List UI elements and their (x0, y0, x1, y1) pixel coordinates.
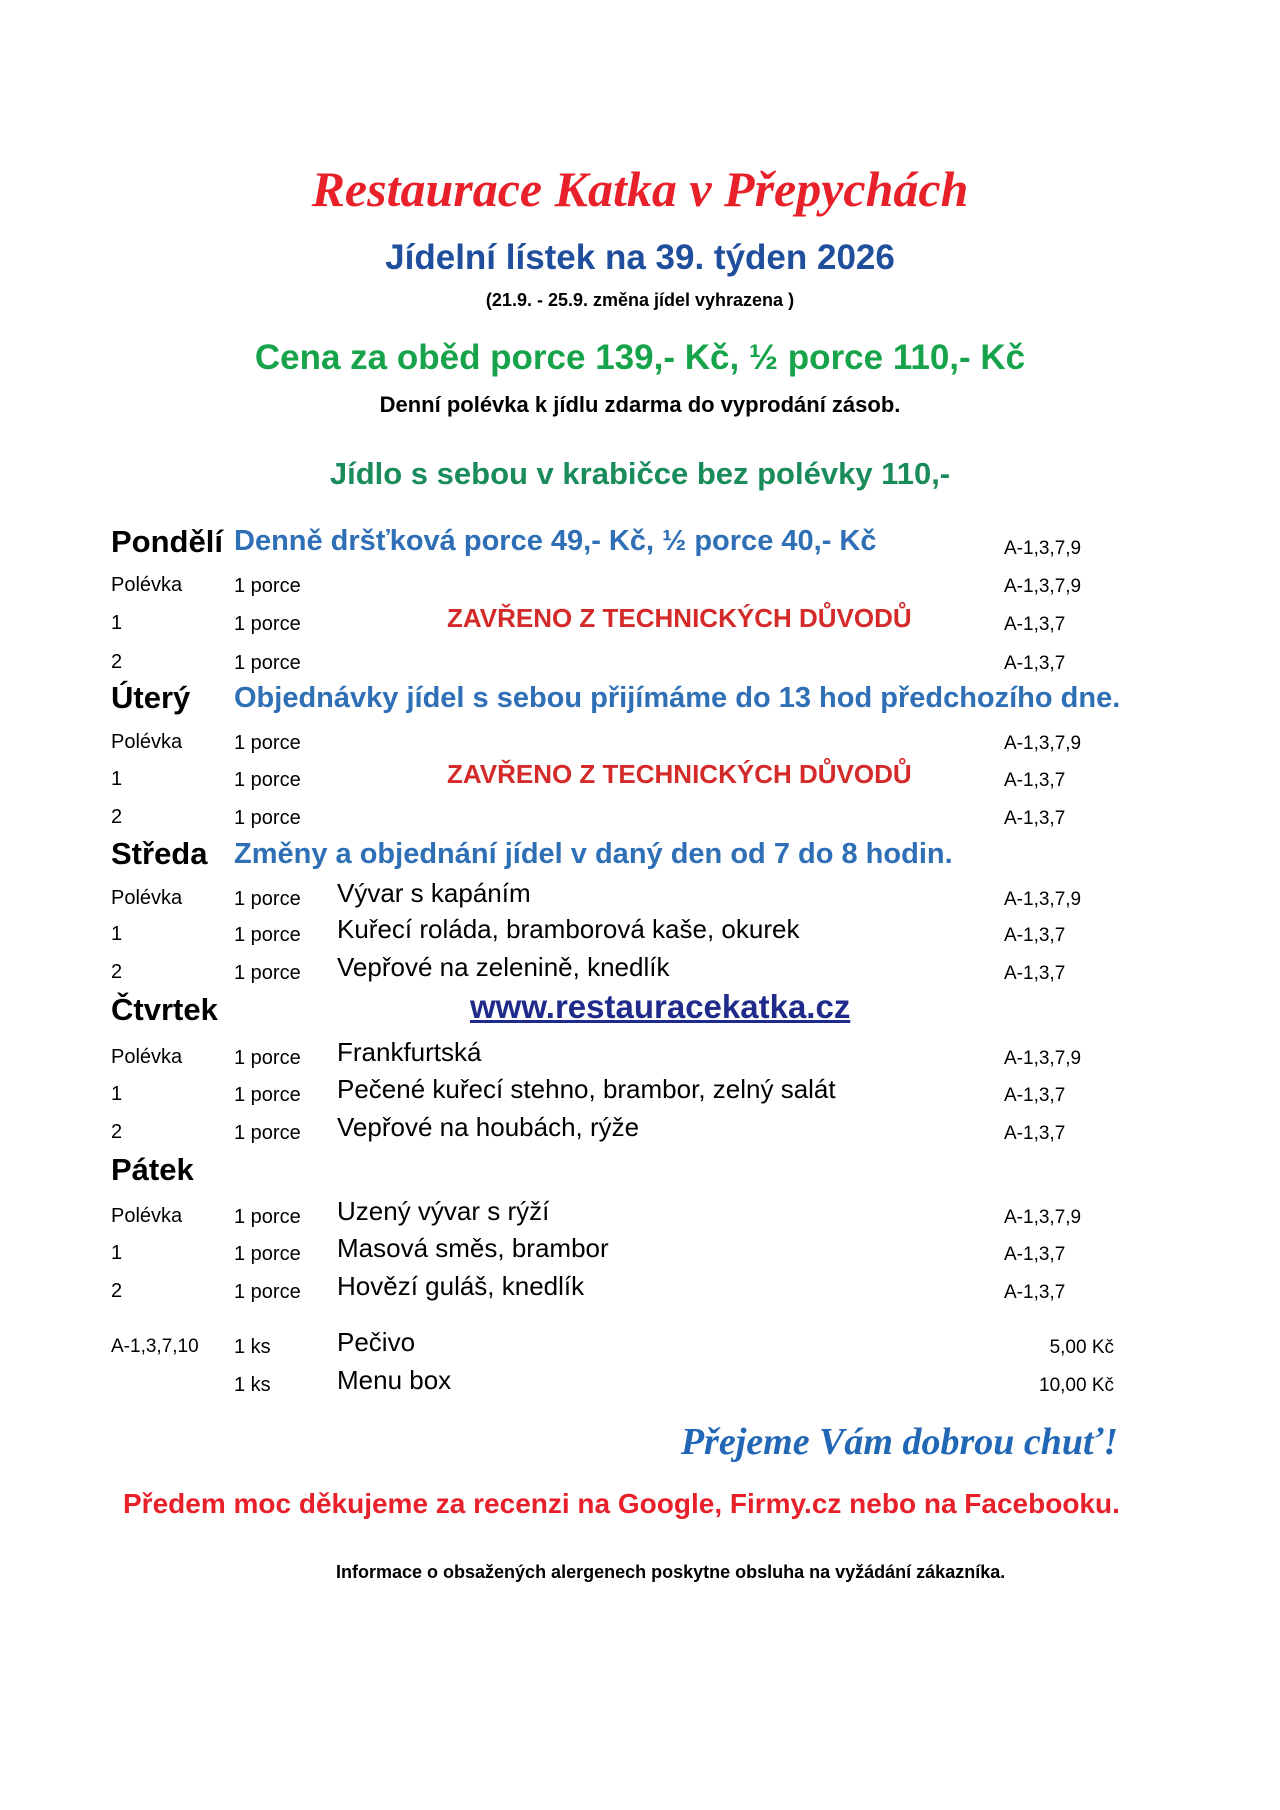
extra-price: 10,00 Kč (1039, 1375, 1114, 1396)
monday-note: Denně dršťková porce 49,- Kč, ½ porce 40,- Kč (234, 525, 877, 557)
item-label: 1 (111, 1242, 123, 1264)
allergen-info: Informace o obsažených alergenech poskytne obsluha na vyžádání zákazníka. (336, 1562, 1006, 1582)
item-allergens: A-1,3,7 (1004, 1244, 1066, 1265)
item-allergens: A-1,3,7 (1004, 808, 1066, 829)
item-allergens: A-1,3,7 (1004, 614, 1066, 635)
item-portion: 1 porce (234, 575, 301, 597)
bon-appetit-wish: Přejeme Vám dobrou chuť! (680, 1421, 1118, 1463)
day-tuesday: Úterý (111, 680, 191, 715)
item-allergens: A-1,3,7,9 (1004, 1207, 1082, 1228)
item-label: 1 (111, 1083, 123, 1105)
review-thanks: Předem moc děkujeme za recenzi na Google, Firmy.cz nebo na Facebooku. (123, 1488, 1120, 1519)
item-label: Polévka (111, 887, 183, 909)
extra-qty: 1 ks (234, 1374, 271, 1396)
item-dish: Masová směs, brambor (337, 1233, 609, 1263)
item-label: Polévka (111, 1205, 183, 1227)
monday-note-allergens: A-1,3,7,9 (1004, 538, 1082, 559)
item-dish: Vepřové na zelenině, knedlík (337, 952, 670, 982)
item-dish: Frankfurtská (337, 1037, 482, 1067)
extra-qty: 1 ks (234, 1336, 271, 1358)
website-link[interactable]: www.restauracekatka.cz (470, 988, 851, 1025)
menu-subtitle: Jídelní lístek na 39. týden 2026 (385, 238, 895, 277)
item-portion: 1 porce (234, 807, 301, 829)
item-portion: 1 porce (234, 924, 301, 946)
item-portion: 1 porce (234, 888, 301, 910)
item-portion: 1 porce (234, 962, 301, 984)
item-label: 2 (111, 1121, 123, 1143)
item-allergens: A-1,3,7 (1004, 925, 1066, 946)
lunch-price: Cena za oběd porce 139,- Kč, ½ porce 110,- Kč (254, 338, 1026, 377)
item-portion: 1 porce (234, 769, 301, 791)
day-thursday: Čtvrtek (111, 992, 218, 1027)
extra-allergens: A-1,3,7,10 (111, 1336, 199, 1357)
day-friday: Pátek (111, 1152, 194, 1187)
item-dish: Vývar s kapáním (337, 878, 531, 908)
item-portion: 1 porce (234, 1122, 301, 1144)
wednesday-note: Změny a objednání jídel v daný den od 7 do 8 hodin. (234, 838, 953, 870)
extra-price: 5,00 Kč (1049, 1337, 1114, 1358)
tuesday-note: Objednávky jídel s sebou přijímáme do 13 hod předchozího dne. (234, 682, 1121, 714)
item-portion: 1 porce (234, 1243, 301, 1265)
item-portion: 1 porce (234, 613, 301, 635)
item-portion: 1 porce (234, 1281, 301, 1303)
item-label: 2 (111, 806, 123, 828)
item-label: 2 (111, 961, 123, 983)
item-allergens: A-1,3,7 (1004, 963, 1066, 984)
item-allergens: A-1,3,7 (1004, 770, 1066, 791)
item-label: 1 (111, 923, 123, 945)
monday-closed-notice: ZAVŘENO Z TECHNICKÝCH DŮVODŮ (447, 603, 912, 633)
item-allergens: A-1,3,7,9 (1004, 889, 1082, 910)
item-dish: Uzený vývar s rýží (337, 1196, 550, 1226)
extra-name: Menu box (337, 1365, 452, 1395)
item-dish: Vepřové na houbách, rýže (337, 1112, 640, 1142)
item-label: Polévka (111, 1046, 183, 1068)
item-label: 2 (111, 651, 123, 673)
day-monday: Pondělí (111, 524, 223, 559)
item-label: 2 (111, 1280, 123, 1302)
item-label: 1 (111, 768, 123, 790)
item-allergens: A-1,3,7,9 (1004, 1048, 1082, 1069)
item-dish: Pečené kuřecí stehno, brambor, zelný salát (337, 1074, 836, 1104)
item-portion: 1 porce (234, 1206, 301, 1228)
item-allergens: A-1,3,7 (1004, 653, 1066, 674)
tuesday-closed-notice: ZAVŘENO Z TECHNICKÝCH DŮVODŮ (447, 759, 912, 789)
item-allergens: A-1,3,7 (1004, 1123, 1066, 1144)
item-label: Polévka (111, 731, 183, 753)
item-allergens: A-1,3,7 (1004, 1085, 1066, 1106)
item-portion: 1 porce (234, 1047, 301, 1069)
restaurant-title: Restaurace Katka v Přepychách (311, 161, 969, 217)
item-portion: 1 porce (234, 732, 301, 754)
item-dish: Kuřecí roláda, bramborová kaše, okurek (337, 914, 800, 944)
extra-name: Pečivo (337, 1327, 416, 1357)
item-allergens: A-1,3,7,9 (1004, 576, 1082, 597)
item-allergens: A-1,3,7,9 (1004, 733, 1082, 754)
takeaway-note: Jídlo s sebou v krabičce bez polévky 110,- (329, 456, 951, 491)
item-portion: 1 porce (234, 1084, 301, 1106)
week-dates: (21.9. - 25.9. změna jídel vyhrazena ) (485, 290, 795, 310)
item-label: 1 (111, 612, 123, 634)
soup-note: Denní polévka k jídlu zdarma do vyprodání zásob. (379, 392, 901, 417)
item-portion: 1 porce (234, 652, 301, 674)
day-wednesday: Středa (111, 836, 208, 871)
item-allergens: A-1,3,7 (1004, 1282, 1066, 1303)
item-label: Polévka (111, 574, 183, 596)
item-dish: Hovězí guláš, knedlík (337, 1271, 585, 1301)
